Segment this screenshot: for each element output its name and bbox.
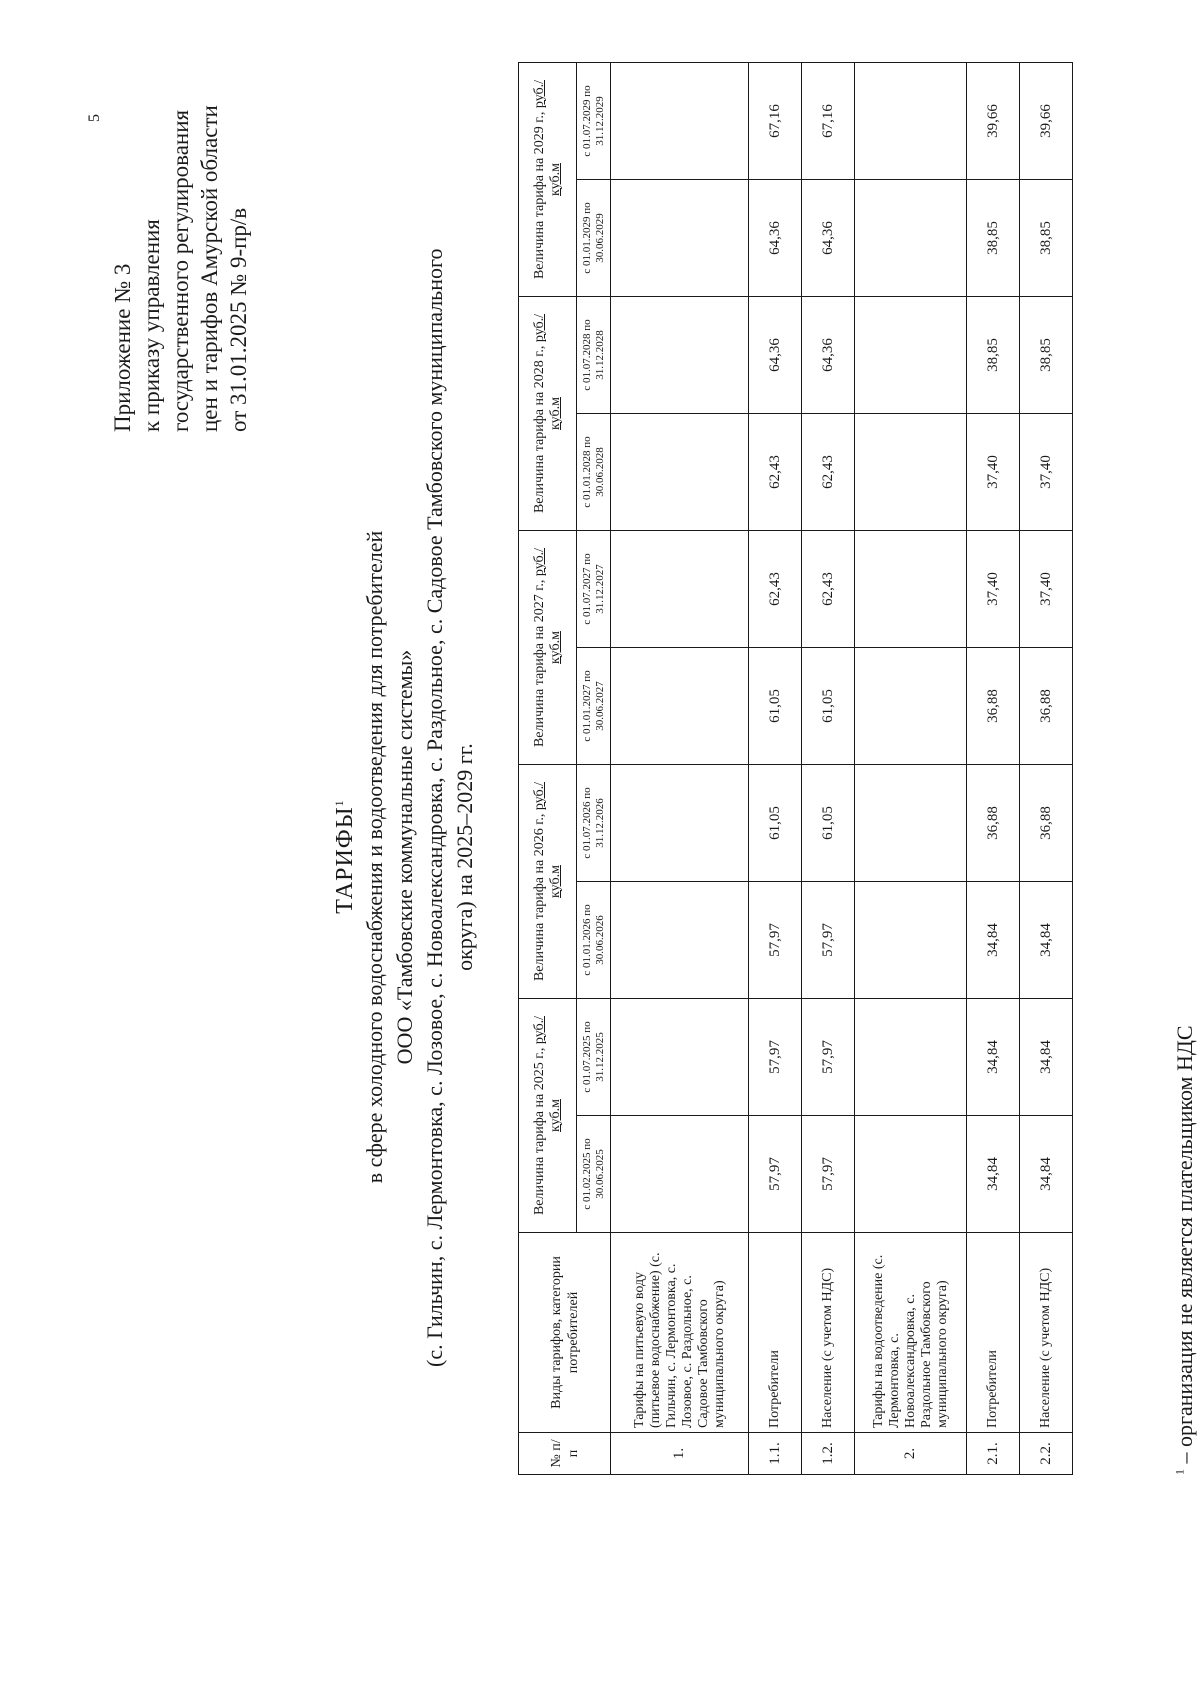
appendix-header [108, 105, 253, 432]
appendix-line: Приложение № 3 [110, 263, 135, 432]
header-year-2029 [519, 63, 577, 297]
table-row [855, 63, 967, 1475]
year-unit: руб./куб.м [531, 313, 563, 430]
tariff-value: 34,84 [967, 1116, 1020, 1233]
tariff-value: 62,43 [749, 531, 802, 648]
row-name: Население (с учетом НДС) [1020, 1233, 1073, 1433]
tariff-value: 34,84 [1020, 999, 1073, 1116]
tariff-value [855, 648, 967, 765]
document-title [324, 248, 480, 1367]
header-period: с 01.01.2028 по 30.06.2028 [577, 414, 611, 531]
header-year-2025 [519, 999, 577, 1233]
tariff-value: 38,85 [967, 297, 1020, 414]
row-number: 1.1. [749, 1433, 802, 1475]
header-period: с 01.07.2025 по 31.12.2025 [577, 999, 611, 1116]
tariff-value: 37,40 [967, 531, 1020, 648]
title-line: округа) на 2025–2029 гг. [452, 743, 477, 971]
header-year-2028 [519, 297, 577, 531]
title-line: в сфере холодного водоснабжения и водоотведения для потребителей [362, 530, 387, 1184]
tariff-value: 57,97 [749, 1116, 802, 1233]
tariff-value [611, 180, 749, 297]
year-unit: руб./куб.м [531, 547, 563, 664]
tariff-value [611, 63, 749, 180]
header-tariff-type: Виды тарифов, категории потребителей [519, 1233, 611, 1433]
tariff-value: 34,84 [1020, 882, 1073, 999]
row-number: 1.2. [802, 1433, 855, 1475]
tariff-value: 57,97 [802, 999, 855, 1116]
year-label: Величина тарифа на 2025 г., [531, 1047, 547, 1216]
tariff-value: 38,85 [967, 180, 1020, 297]
tariff-value: 67,16 [749, 63, 802, 180]
row-name: Население (с учетом НДС) [802, 1233, 855, 1433]
tariff-value: 64,36 [749, 297, 802, 414]
tariff-value [855, 297, 967, 414]
tariff-value: 39,66 [1020, 63, 1073, 180]
header-number: № п/п [519, 1433, 611, 1475]
tariff-value: 36,88 [967, 765, 1020, 882]
tariff-value [611, 765, 749, 882]
tariff-value: 37,40 [1020, 531, 1073, 648]
tariff-value: 37,40 [967, 414, 1020, 531]
row-number: 1. [611, 1433, 749, 1475]
tariff-value: 37,40 [1020, 414, 1073, 531]
row-name: Потребители [967, 1233, 1020, 1433]
year-label: Величина тарифа на 2028 г., [531, 345, 547, 514]
page-number: 5 [86, 114, 103, 122]
year-label: Величина тарифа на 2027 г., [531, 579, 547, 748]
tariff-value [611, 999, 749, 1116]
tariff-value: 36,88 [1020, 648, 1073, 765]
header-period: с 01.01.2029 по 30.06.2029 [577, 180, 611, 297]
tariff-value: 61,05 [802, 765, 855, 882]
header-period: с 01.07.2028 по 31.12.2028 [577, 297, 611, 414]
year-unit: руб./куб.м [531, 1015, 563, 1132]
tariff-value [855, 1116, 967, 1233]
year-unit: руб./куб.м [531, 781, 563, 898]
tariff-value [611, 1116, 749, 1233]
tariff-value: 57,97 [802, 1116, 855, 1233]
year-unit: руб./куб.м [531, 79, 563, 196]
header-period: с 01.07.2029 по 31.12.2029 [577, 63, 611, 180]
header-period: с 01.07.2026 по 31.12.2026 [577, 765, 611, 882]
footnote [1172, 1025, 1198, 1475]
tariff-value: 64,36 [802, 180, 855, 297]
title-line: (с. Гильчин, с. Лермонтовка, с. Лозовое, с. Новоалександровка, с. Раздольное, с. Садовое Тамбовского муниципального [422, 248, 447, 1367]
year-label: Величина тарифа на 2029 г., [531, 111, 547, 280]
appendix-line: государственного регулирования [168, 109, 193, 432]
title-footnote-mark: 1 [332, 800, 346, 807]
tariff-value [611, 648, 749, 765]
tariff-value [611, 531, 749, 648]
footnote-mark: 1 [1172, 1469, 1187, 1475]
tariff-value: 57,97 [749, 999, 802, 1116]
appendix-line: цен и тарифов Амурской области [197, 105, 222, 432]
tariff-value [855, 999, 967, 1116]
footnote-text: – организация не является плательщиком НДС [1172, 1025, 1197, 1469]
row-name: Тарифы на питьевую воду (питьевое водоснабжение) (с. Гильчин, с. Лермонтовка, с. Лозовое, с. Раздольное, с. Садовое Тамбовского муниципального округа) [611, 1233, 749, 1433]
title-main [324, 347, 360, 1367]
tariff-value [855, 765, 967, 882]
tariff-value: 61,05 [802, 648, 855, 765]
tariff-value [611, 297, 749, 414]
tariff-value: 64,36 [802, 297, 855, 414]
tariff-value [855, 882, 967, 999]
tariff-value [611, 414, 749, 531]
header-period: с 01.01.2026 по 30.06.2026 [577, 882, 611, 999]
row-name: Тарифы на водоотведение (с. Лермонтовка, с. Новоалександровка, с. Раздольное Тамбовского муниципального округа) [855, 1233, 967, 1433]
tariff-value: 34,84 [967, 999, 1020, 1116]
tariff-value: 62,43 [749, 414, 802, 531]
tariff-value: 36,88 [967, 648, 1020, 765]
tariff-value: 36,88 [1020, 765, 1073, 882]
header-year-2027 [519, 531, 577, 765]
table-row [967, 63, 1020, 1475]
tariff-value: 34,84 [1020, 1116, 1073, 1233]
table-row [749, 63, 802, 1475]
tariff-value: 57,97 [749, 882, 802, 999]
table-row [611, 63, 749, 1475]
tariff-value [855, 63, 967, 180]
tariff-value: 34,84 [967, 882, 1020, 999]
appendix-line: от 31.01.2025 № 9-пр/в [226, 207, 251, 432]
tariff-value [855, 531, 967, 648]
tariff-value: 64,36 [749, 180, 802, 297]
tariff-value: 67,16 [802, 63, 855, 180]
row-number: 2.2. [1020, 1433, 1073, 1475]
tariff-value: 61,05 [749, 765, 802, 882]
tariff-value: 38,85 [1020, 180, 1073, 297]
tariff-table [518, 62, 1073, 1475]
tariff-value: 61,05 [749, 648, 802, 765]
header-year-2026 [519, 765, 577, 999]
header-period: с 01.07.2027 по 31.12.2027 [577, 531, 611, 648]
tariff-value: 62,43 [802, 414, 855, 531]
tariff-value: 62,43 [802, 531, 855, 648]
header-period: с 01.02.2025 по 30.06.2025 [577, 1116, 611, 1233]
row-name: Потребители [749, 1233, 802, 1433]
header-period: с 01.01.2027 по 30.06.2027 [577, 648, 611, 765]
row-number: 2. [855, 1433, 967, 1475]
tariff-value [855, 180, 967, 297]
tariff-value [855, 414, 967, 531]
tariff-value: 57,97 [802, 882, 855, 999]
title-line: ООО «Тамбовские коммунальные системы» [392, 649, 417, 1065]
year-label: Величина тарифа на 2026 г., [531, 813, 547, 982]
table-row [802, 63, 855, 1475]
title-word: ТАРИФЫ [332, 806, 358, 914]
table-row [1020, 63, 1073, 1475]
tariff-value [611, 882, 749, 999]
row-number: 2.1. [967, 1433, 1020, 1475]
tariff-value: 38,85 [1020, 297, 1073, 414]
tariff-value: 39,66 [967, 63, 1020, 180]
appendix-line: к приказу управления [139, 219, 164, 432]
